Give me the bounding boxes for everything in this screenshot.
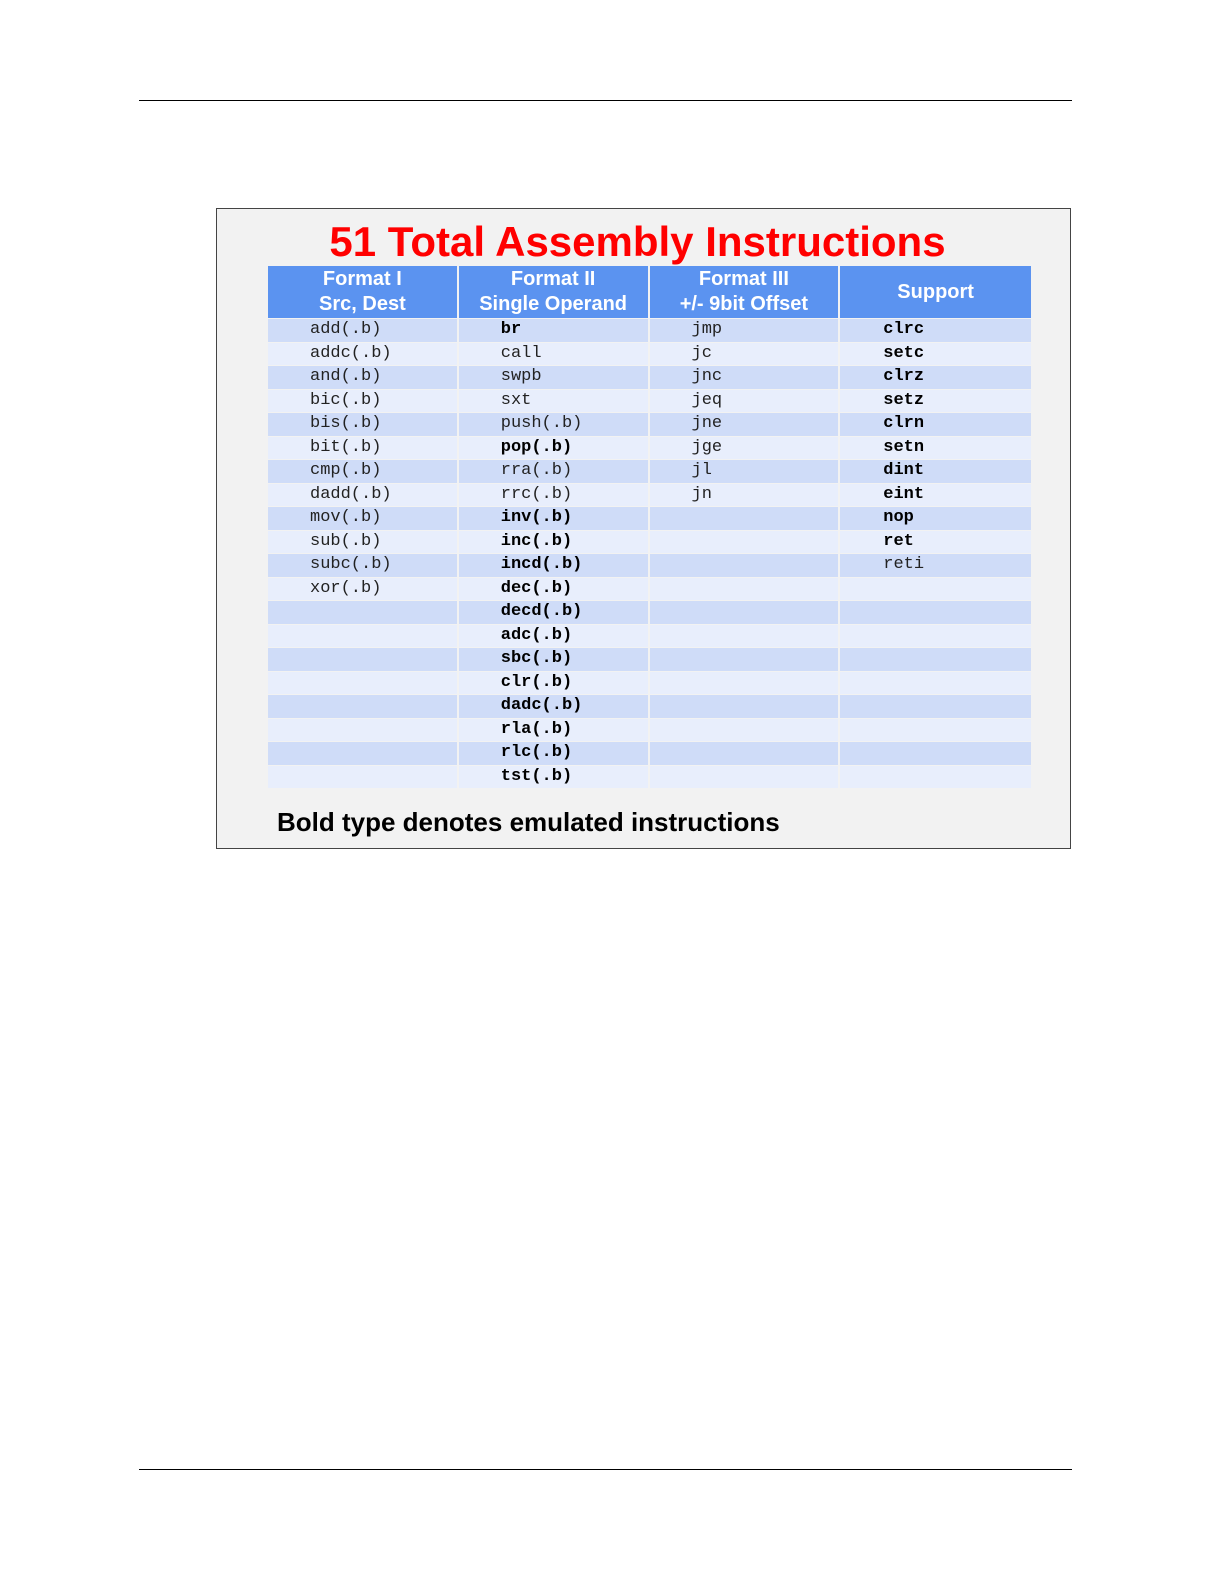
table-row <box>268 506 1031 530</box>
slide-title <box>217 217 1070 267</box>
table-row <box>268 436 1031 460</box>
table-cell: bis(.b) <box>268 412 459 436</box>
table-cell: clrn <box>840 412 1031 436</box>
table-cell <box>840 577 1031 601</box>
table-cell: bic(.b) <box>268 389 459 413</box>
table-cell <box>268 741 459 765</box>
table-cell: jmp <box>650 318 841 342</box>
header-format-3-line1: Format III <box>698 268 789 290</box>
table-cell <box>840 600 1031 624</box>
table-cell <box>650 718 841 742</box>
table-row <box>268 412 1031 436</box>
table-row <box>268 624 1031 648</box>
table-cell <box>650 506 841 530</box>
table-cell: setz <box>840 389 1031 413</box>
table-cell <box>268 647 459 671</box>
header-format-2 <box>459 266 650 318</box>
table-header-row <box>268 266 1031 318</box>
table-cell: setc <box>840 342 1031 366</box>
table-row <box>268 577 1031 601</box>
table-cell: incd(.b) <box>459 553 650 577</box>
table-cell <box>650 624 841 648</box>
instruction-table <box>268 266 1031 788</box>
table-row <box>268 718 1031 742</box>
footer-rule <box>139 1469 1072 1470</box>
slide-title-text: 51 Total Assembly Instructions <box>329 218 946 265</box>
footnote: Bold type denotes emulated instructions <box>277 807 780 837</box>
table-cell <box>268 765 459 789</box>
table-cell: jeq <box>650 389 841 413</box>
table-cell <box>650 694 841 718</box>
header-support-line1: Support <box>897 280 974 303</box>
table-cell: br <box>459 318 650 342</box>
table-cell: jl <box>650 459 841 483</box>
table-cell: dadd(.b) <box>268 483 459 507</box>
table-cell: clrz <box>840 365 1031 389</box>
table-cell: tst(.b) <box>459 765 650 789</box>
table-cell <box>268 718 459 742</box>
table-cell: clrc <box>840 318 1031 342</box>
table-cell: clr(.b) <box>459 671 650 695</box>
table-cell <box>650 530 841 554</box>
table-cell: subc(.b) <box>268 553 459 577</box>
table-cell: reti <box>840 553 1031 577</box>
table-row <box>268 741 1031 765</box>
table-row <box>268 553 1031 577</box>
table-cell <box>650 765 841 789</box>
table-cell <box>840 694 1031 718</box>
table-cell: jne <box>650 412 841 436</box>
table-cell <box>650 671 841 695</box>
table-cell: dint <box>840 459 1031 483</box>
table-cell: pop(.b) <box>459 436 650 460</box>
table-row <box>268 694 1031 718</box>
table-row <box>268 342 1031 366</box>
table-cell: inc(.b) <box>459 530 650 554</box>
header-format-3-line2: +/- 9bit Offset <box>679 293 809 315</box>
table-cell: jge <box>650 436 841 460</box>
table-cell <box>268 671 459 695</box>
table-cell: xor(.b) <box>268 577 459 601</box>
table-row <box>268 318 1031 342</box>
table-cell: inv(.b) <box>459 506 650 530</box>
table-cell: dadc(.b) <box>459 694 650 718</box>
header-format-1 <box>268 266 459 318</box>
table-cell <box>840 765 1031 789</box>
header-support <box>840 266 1031 318</box>
header-format-1-line1: Format I <box>322 268 402 290</box>
table-cell: rrc(.b) <box>459 483 650 507</box>
table-cell: mov(.b) <box>268 506 459 530</box>
table-row <box>268 389 1031 413</box>
table-cell: sub(.b) <box>268 530 459 554</box>
table-cell: jn <box>650 483 841 507</box>
table-row <box>268 671 1031 695</box>
table-row <box>268 530 1031 554</box>
table-cell: push(.b) <box>459 412 650 436</box>
header-format-3 <box>650 266 841 318</box>
table-cell <box>268 600 459 624</box>
table-cell <box>650 647 841 671</box>
table-cell: dec(.b) <box>459 577 650 601</box>
table-cell: rlc(.b) <box>459 741 650 765</box>
table-row <box>268 459 1031 483</box>
table-row <box>268 765 1031 789</box>
table-cell <box>650 553 841 577</box>
table-cell: and(.b) <box>268 365 459 389</box>
table-cell <box>650 577 841 601</box>
table-cell: nop <box>840 506 1031 530</box>
table-cell: bit(.b) <box>268 436 459 460</box>
table-cell: swpb <box>459 365 650 389</box>
table-cell: decd(.b) <box>459 600 650 624</box>
table-cell <box>840 741 1031 765</box>
table-cell <box>840 718 1031 742</box>
table-cell: add(.b) <box>268 318 459 342</box>
table-cell <box>840 671 1031 695</box>
table-cell: ret <box>840 530 1031 554</box>
table-cell: rla(.b) <box>459 718 650 742</box>
table-cell: call <box>459 342 650 366</box>
table-cell: jnc <box>650 365 841 389</box>
header-rule <box>139 100 1072 101</box>
table-cell <box>840 624 1031 648</box>
table-row <box>268 600 1031 624</box>
table-cell: adc(.b) <box>459 624 650 648</box>
table-cell <box>840 647 1031 671</box>
table-cell: jc <box>650 342 841 366</box>
table-cell <box>268 694 459 718</box>
table-cell: sbc(.b) <box>459 647 650 671</box>
table-row <box>268 365 1031 389</box>
table-body <box>268 318 1031 788</box>
header-format-2-line2: Single Operand <box>479 293 628 315</box>
table-cell <box>650 741 841 765</box>
slide-figure <box>216 208 1071 849</box>
table-row <box>268 483 1031 507</box>
table-cell <box>650 600 841 624</box>
header-format-2-line1: Format II <box>510 268 596 290</box>
table-cell: rra(.b) <box>459 459 650 483</box>
table-cell: eint <box>840 483 1031 507</box>
table-cell: addc(.b) <box>268 342 459 366</box>
table-cell: setn <box>840 436 1031 460</box>
table-cell: cmp(.b) <box>268 459 459 483</box>
table-cell: sxt <box>459 389 650 413</box>
table-row <box>268 647 1031 671</box>
table-cell <box>268 624 459 648</box>
header-format-1-line2: Src, Dest <box>319 293 406 315</box>
